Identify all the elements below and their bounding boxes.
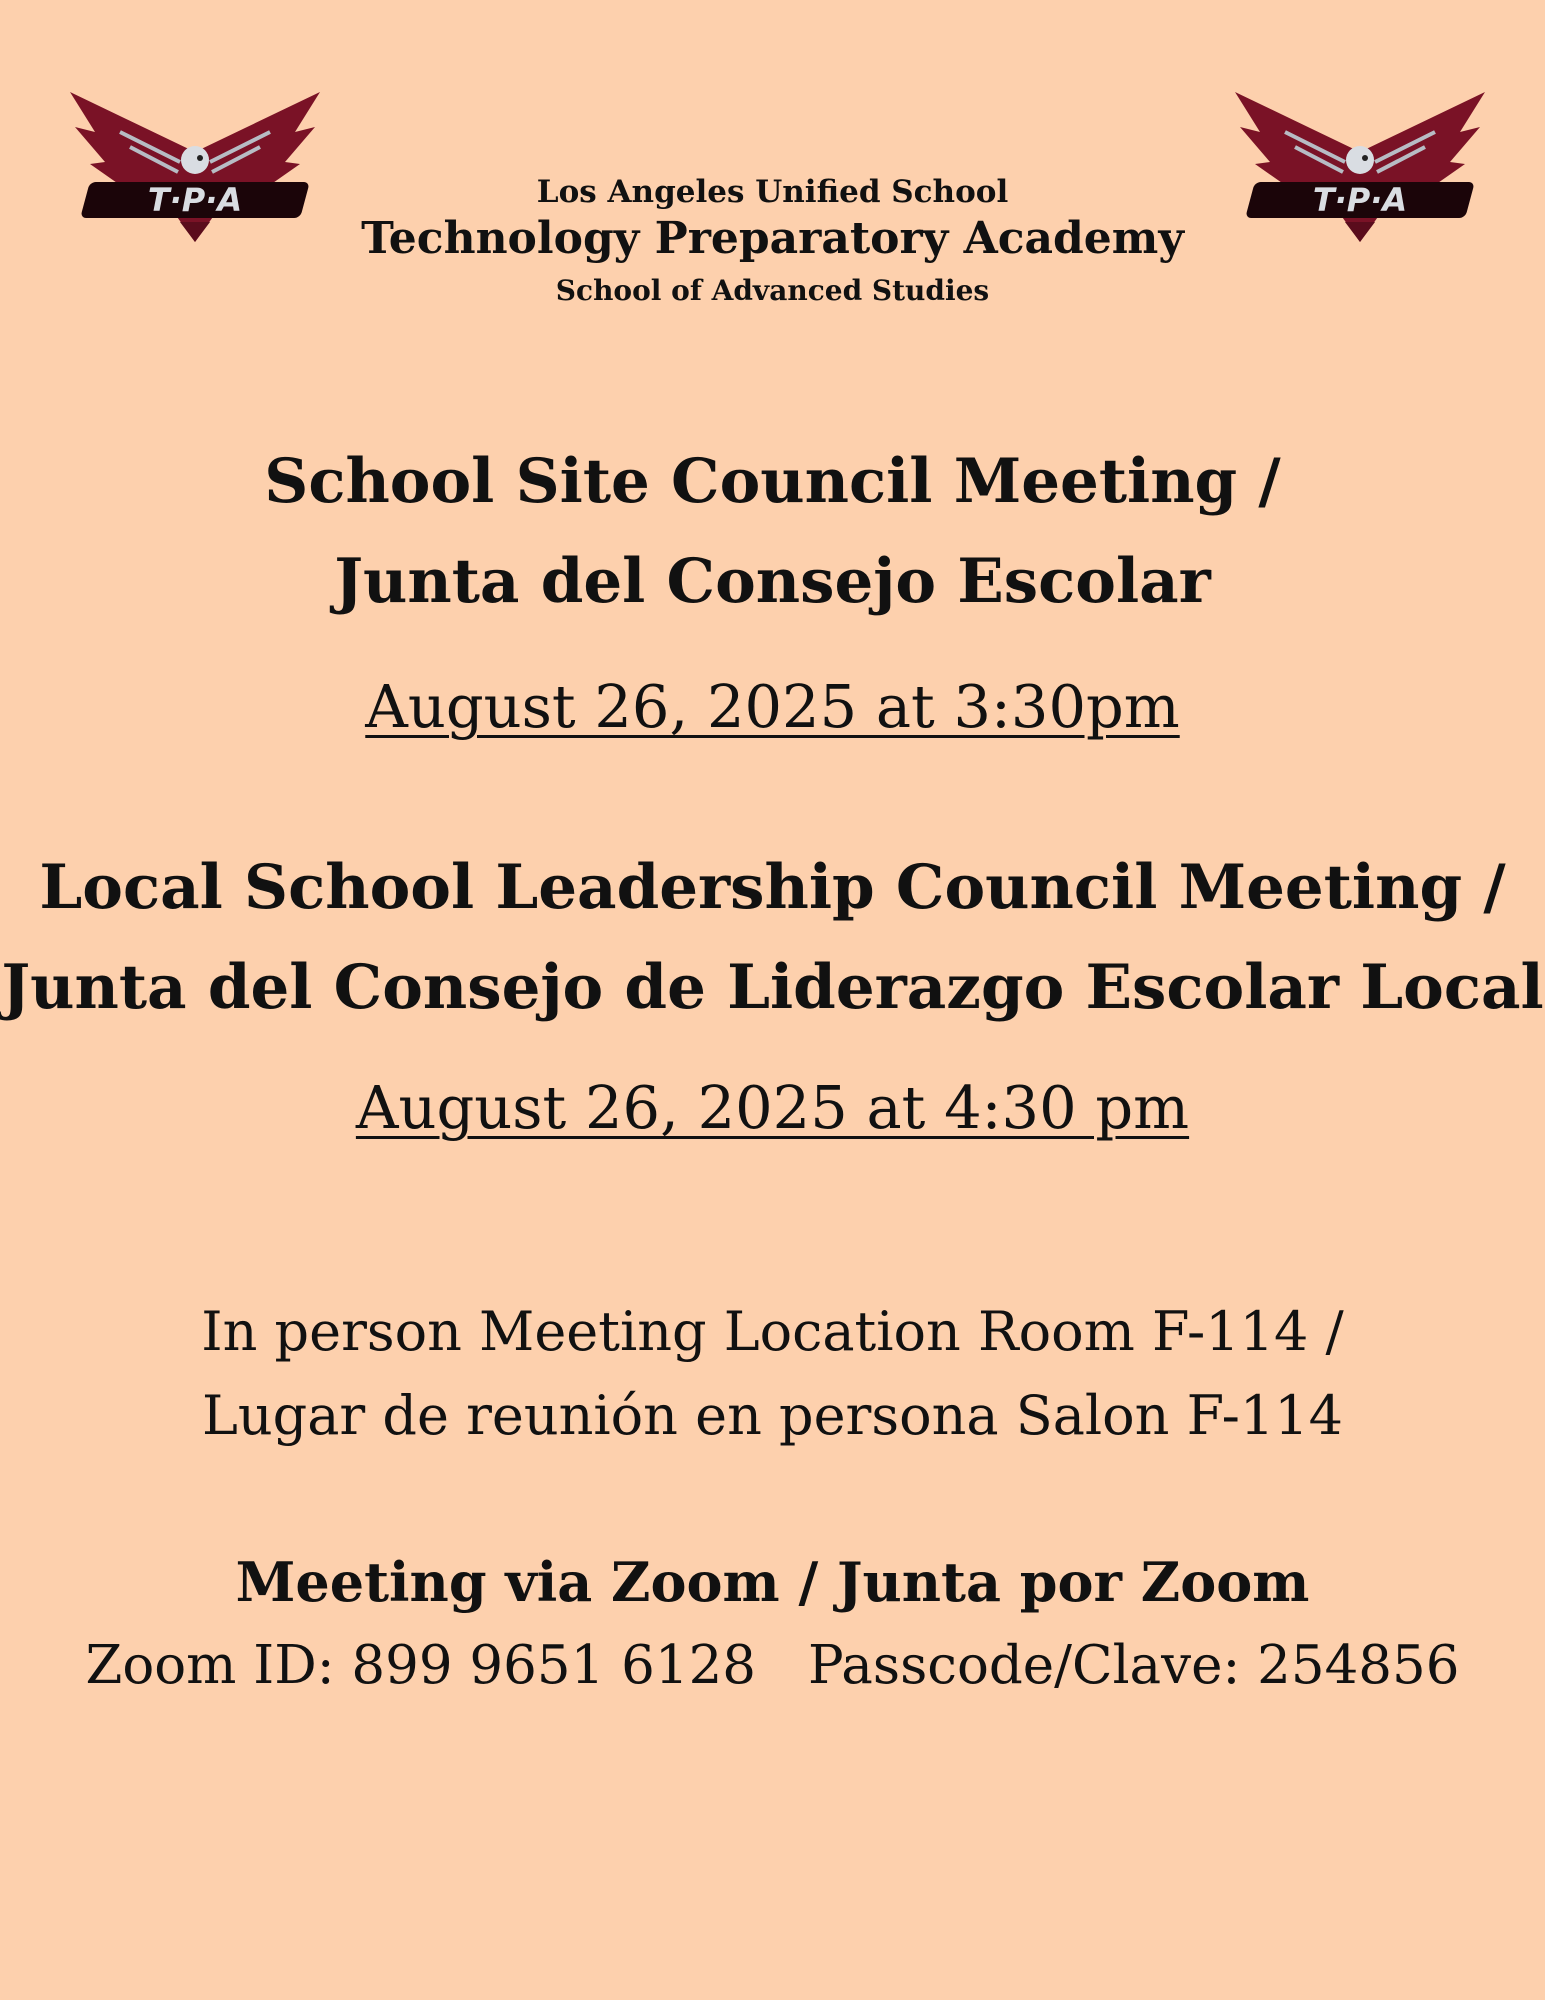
meeting1-date-wrap xyxy=(0,672,1545,741)
school-name: Technology Preparatory Academy xyxy=(361,213,1184,264)
location-es: Lugar de reunión en persona Salon F-114 xyxy=(202,1384,1343,1447)
meeting2-title-es: Junta del Consejo de Liderazgo Escolar Local xyxy=(1,952,1544,1023)
meeting1-title xyxy=(0,432,1545,632)
zoom-id: Zoom ID: 899 9651 6128 xyxy=(85,1635,757,1696)
zoom-heading-wrap xyxy=(0,1550,1545,1614)
meeting2-date-wrap xyxy=(0,1073,1545,1142)
zoom-details xyxy=(0,1635,1545,1696)
school-header xyxy=(0,172,1545,316)
logo-text: T·P·A xyxy=(147,181,243,219)
zoom-passcode: Passcode/Clave: 254856 xyxy=(808,1635,1460,1696)
meeting1-date: August 26, 2025 at 3:30pm xyxy=(365,672,1180,741)
school-subtitle: School of Advanced Studies xyxy=(555,274,990,307)
meeting2-title xyxy=(0,838,1545,1038)
location-en: In person Meeting Location Room F-114 / xyxy=(201,1300,1344,1363)
logo-text: T·P·A xyxy=(1312,181,1408,219)
meeting2-title-en: Local School Leadership Council Meeting / xyxy=(39,852,1506,923)
meeting1-title-en: School Site Council Meeting / xyxy=(264,446,1281,517)
location xyxy=(0,1290,1545,1458)
zoom-heading: Meeting via Zoom / Junta por Zoom xyxy=(235,1550,1310,1614)
meeting1-title-es: Junta del Consejo Escolar xyxy=(334,546,1211,617)
district-name: Los Angeles Unified School xyxy=(536,174,1009,210)
meeting2-date: August 26, 2025 at 4:30 pm xyxy=(355,1073,1190,1142)
